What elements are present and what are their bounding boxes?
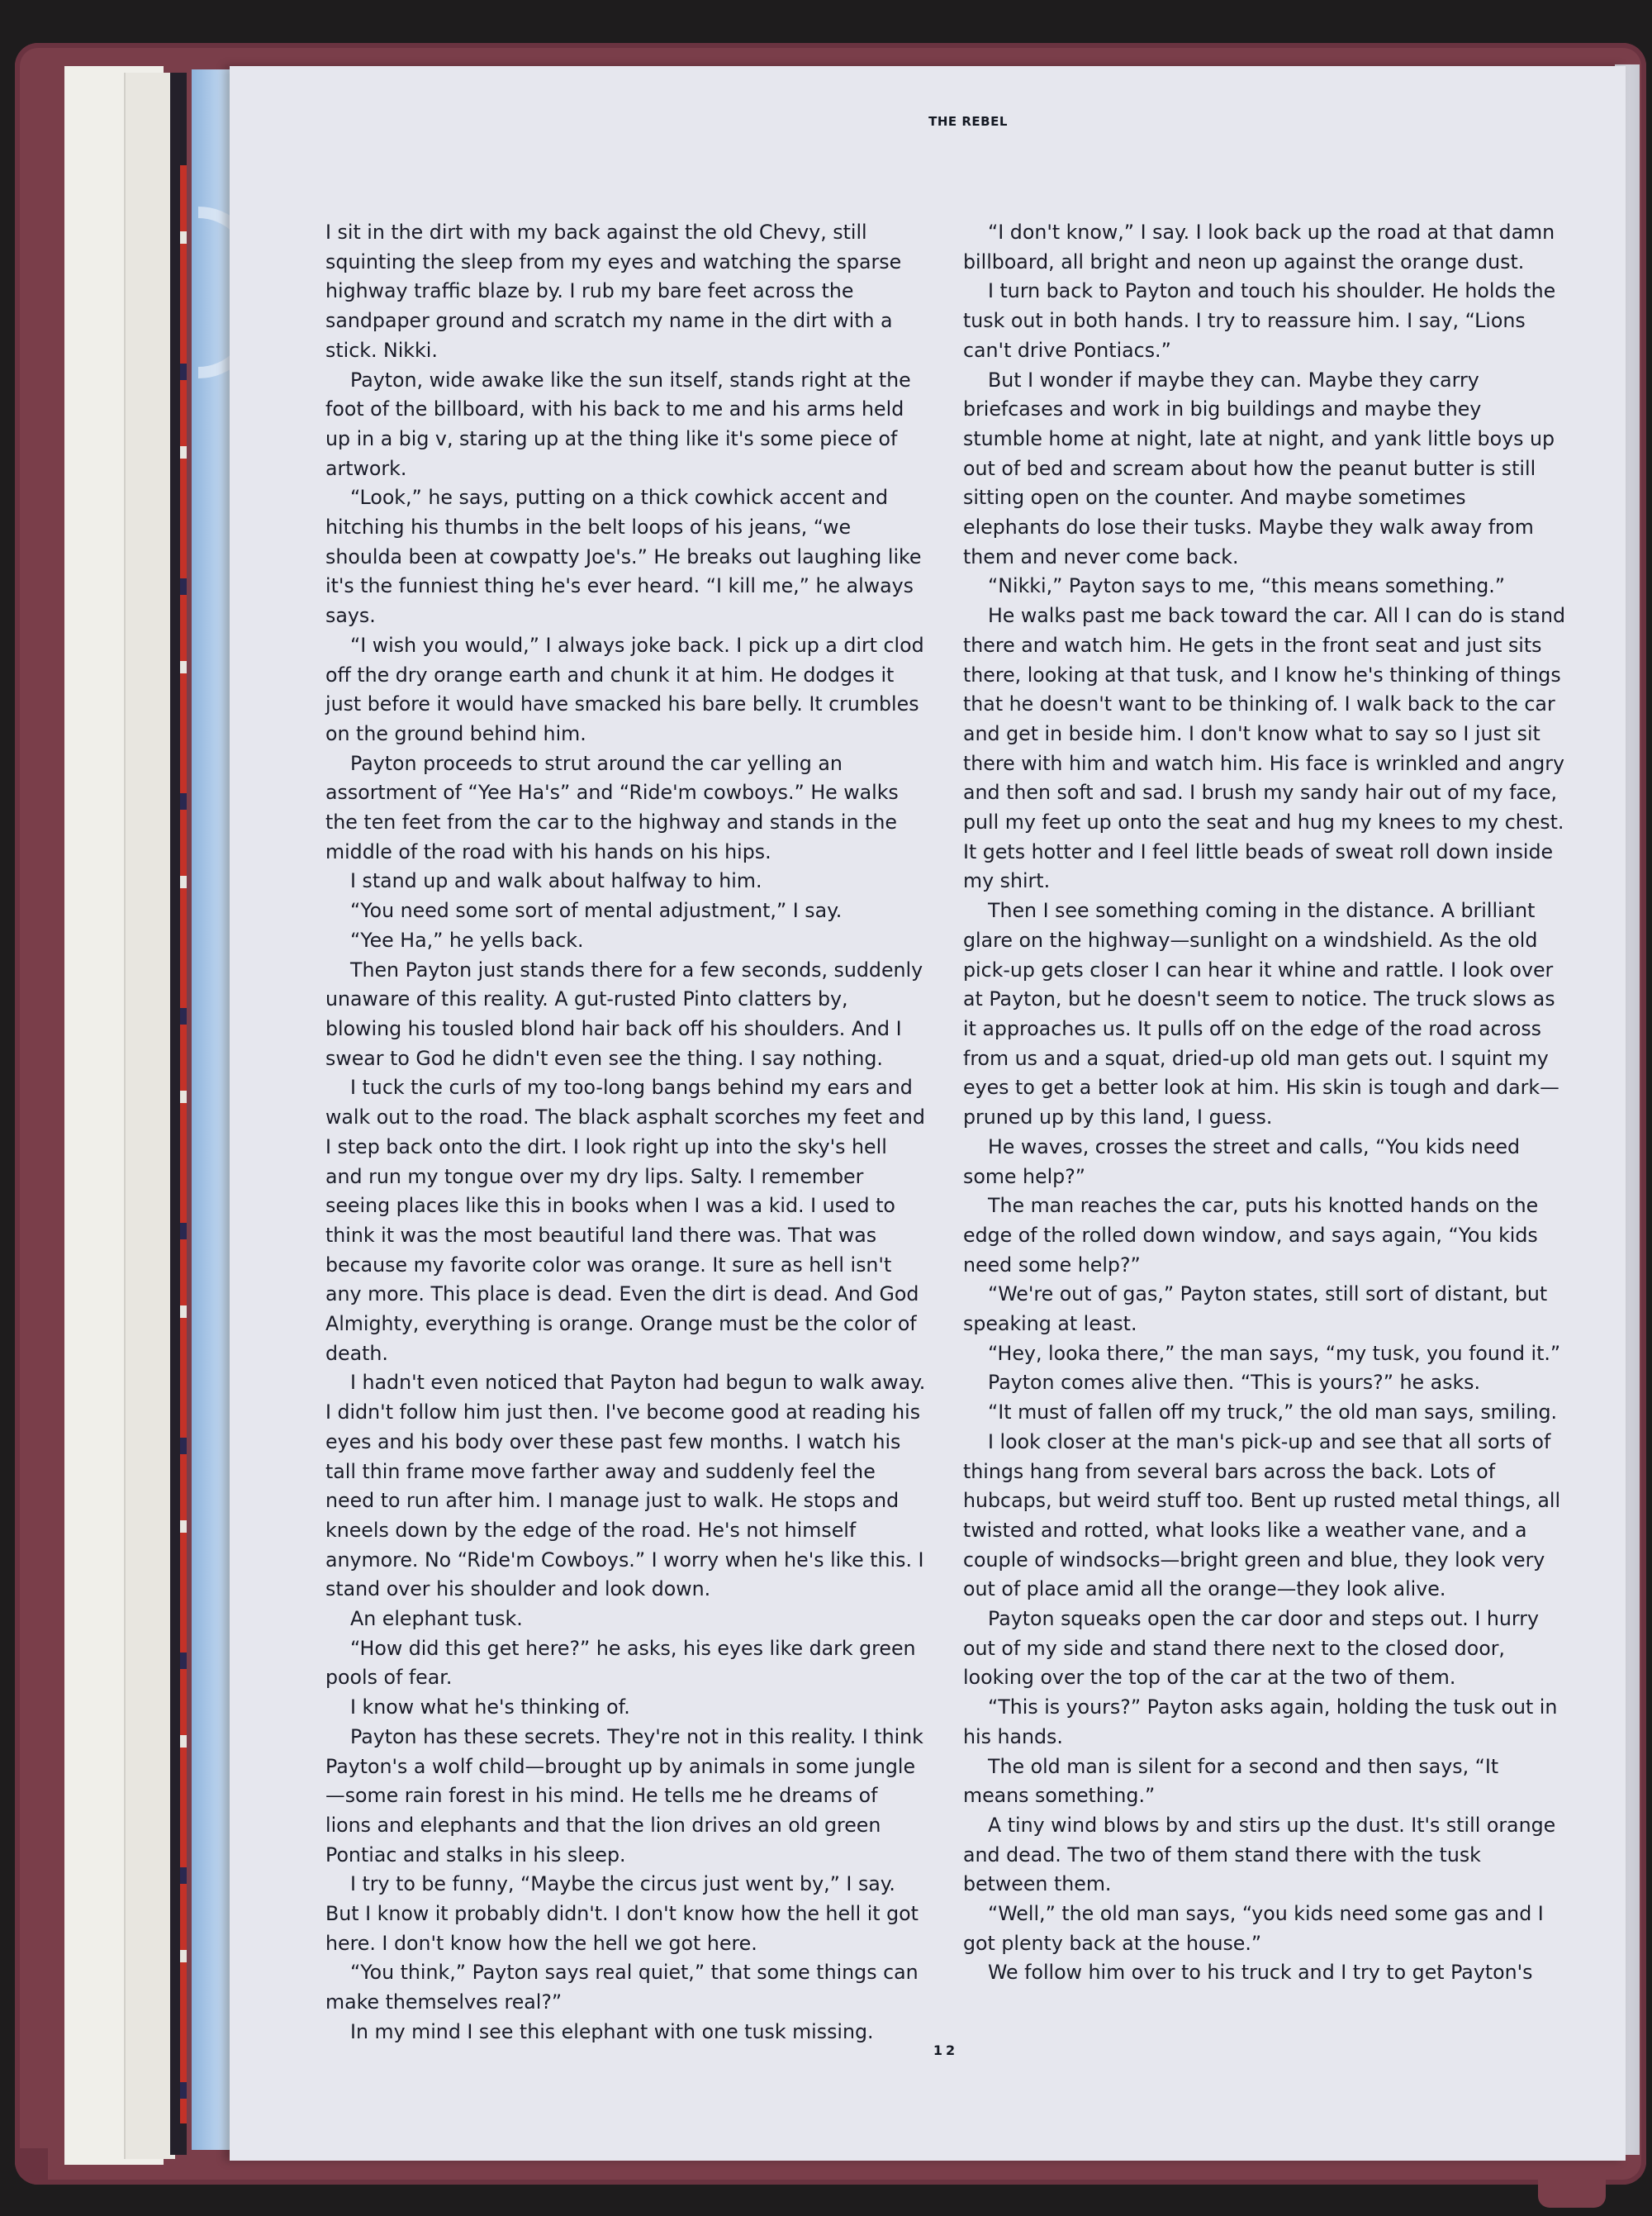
paragraph: I try to be funny, “Maybe the circus just went by,” I say. But I know it probably didn't. I don't know how the hell it got here. I don't know how the hell we got here. (325, 1872, 919, 1955)
paragraph: “You need some sort of mental adjustment,” I say. (350, 899, 843, 923)
paragraph: In my mind I see this elephant with one tusk missing. (350, 2019, 874, 2043)
right-text-column (963, 218, 1566, 1988)
paragraph: An elephant tusk. (350, 1607, 523, 1631)
paragraph: “You think,” Payton says real quiet,” that some things can make themselves real?” (325, 1961, 919, 2014)
paragraph: The old man is silent for a second and then says, “It means something.” (963, 1754, 1499, 1808)
paragraph: I know what he's thinking of. (350, 1695, 630, 1719)
paragraph: Payton proceeds to strut around the car yelling an assortment of “Yee Ha's” and “Ride'm cowboys.” He walks the ten feet from the car to the highway and stands in the middle of the road with his hands on his hips. (325, 751, 899, 863)
running-head: THE REBEL (928, 114, 1008, 129)
paragraph: “Look,” he says, putting on a thick cowhick accent and hitching his thumbs in the belt loops of his jeans, “we shoulda been at cowpatty Joe's.” He breaks out laughing like it's the funniest thing he's ever heard. “I kill me,” he always says. (325, 486, 922, 628)
paragraph: “Well,” the old man says, “you kids need some gas and I got plenty back at the house.” (963, 1902, 1544, 1955)
paragraph: “Yee Ha,” he yells back. (350, 928, 584, 952)
paragraph: He walks past me back toward the car. All I can do is stand there and watch him. He gets in the front seat and just sits there, looking at that tusk, and I know he's thinking of things that he doesn't want to be thinking of. I walk back to the car and get in beside him. I don't know what to say so I just sit there with him and watch him. His face is wrinkled and angry and then soft and sad. I brush my sandy hair out of my face, pull my feet up onto the seat and hug my knees to my chest. It gets hotter and I feel little beads of sweat roll down inside my shirt. (963, 604, 1565, 893)
paragraph: I turn back to Payton and touch his shoulder. He holds the tusk out in both hands. I try to reassure him. I say, “Lions can't drive Pontiacs.” (963, 279, 1556, 362)
page-number: 12 (933, 2042, 959, 2058)
paragraph: A tiny wind blows by and stirs up the dust. It's still orange and dead. The two of them stand there with the tusk between them. (963, 1813, 1556, 1896)
paragraph: “We're out of gas,” Payton states, still sort of distant, but speaking at least. (963, 1282, 1548, 1336)
paragraph: I sit in the dirt with my back against the old Chevy, still squinting the sleep from my eyes and watching the sparse highway traffic blaze by. I rub my bare feet across the sandpaper ground and scratch my name in the dirt with a stick. Nikki. (325, 221, 902, 362)
paragraph: The man reaches the car, puts his knotted hands on the edge of the rolled down window, and says again, “You kids need some help?” (963, 1194, 1539, 1277)
paragraph: “Hey, looka there,” the man says, “my tusk, you found it.” (988, 1341, 1561, 1365)
left-text-column (325, 218, 928, 2047)
paragraph: Payton has these secrets. They're not in this reality. I think Payton's a wolf child—brought up by animals in some jungle—some rain forest in his mind. He tells me he dreams of lions and elephants and that the lion drives an old green Pontiac and stalks in his sleep. (325, 1724, 923, 1866)
paragraph: “Nikki,” Payton says to me, “this means something.” (988, 574, 1506, 598)
paragraph: Payton comes alive then. “This is yours?” he asks. (988, 1371, 1481, 1395)
paragraph: I hadn't even noticed that Payton had begun to walk away. I didn't follow him just then. I've become good at reading his eyes and his body over these past few months. I watch his tall thin frame move farther away and suddenly feel the need to run after him. I manage just to walk. He stops and kneels down by the edge of the road. He's not himself anymore. No “Ride'm Cowboys.” I worry when he's like this. I stand over his shoulder and look down. (325, 1371, 926, 1601)
paragraph: “How did this get here?” he asks, his eyes like dark green pools of fear. (325, 1636, 916, 1690)
paragraph: “It must of fallen off my truck,” the old man says, smiling. (988, 1400, 1558, 1424)
paragraph: I stand up and walk about halfway to him. (350, 869, 762, 893)
paragraph: Payton, wide awake like the sun itself, stands right at the foot of the billboard, with his back to me and his arms held up in a big v, staring up at the thing like it's some piece of artwork. (325, 368, 911, 480)
paragraph: “I wish you would,” I always joke back. I pick up a dirt clod off the dry orange earth and chunk it at him. He dodges it just before it would have smacked his bare belly. It crumbles on the ground behind him. (325, 633, 924, 745)
paragraph: Payton squeaks open the car door and steps out. I hurry out of my side and stand there next to the closed door, looking over the top of the car at the two of them. (963, 1607, 1539, 1690)
paragraph: “I don't know,” I say. I look back up the road at that damn billboard, all bright and neon up against the orange dust. (963, 221, 1555, 273)
paragraph: I look closer at the man's pick-up and see that all sorts of things hang from several bars across the back. Lots of hubcaps, but weird stuff too. Bent up rusted metal things, all twisted and rotted, what looks like a weather vane, and a couple of windsocks—bright green and blue, they look very out of place amid all the orange—they look alive. (963, 1429, 1561, 1601)
paper-stack-inner (124, 73, 175, 2159)
paragraph: “This is yours?” Payton asks again, holding the tusk out in his hands. (963, 1695, 1558, 1748)
paragraph: He waves, crosses the street and calls, “You kids need some help?” (963, 1134, 1521, 1188)
paragraph: Then I see something coming in the distance. A brilliant glare on the highway—sunlight on a windshield. As the old pick-up gets closer I can hear it whine and rattle. I look over at Payton, but he doesn't seem to notice. The truck slows as it approaches us. It pulls off on the edge of the road across from us and a squat, dried-up old man gets out. I squint my eyes to get a better look at him. His skin is tough and dark—pruned up by this land, I guess. (963, 899, 1559, 1129)
blue-sheet-edge (192, 69, 235, 2150)
paragraph: But I wonder if maybe they can. Maybe they carry briefcases and work in big buildings and maybe they stumble home at night, late at night, and yank little boys up out of bed and scream about how the peanut butter is still sitting open on the counter. And maybe sometimes elephants do lose their tusks. Maybe they walk away from them and never come back. (963, 368, 1555, 568)
paragraph: I tuck the curls of my too-long bangs behind my ears and walk out to the road. The black asphalt scorches my feet and I step back onto the dirt. I look right up into the sky's hell and run my tongue over my dry lips. Salty. I remember seeing places like this in books when I was a kid. I used to think it was the most beautiful land there was. That was because my favorite color was orange. It sure as hell isn't any more. This place is dead. Even the dirt is dead. And God Almighty, everything is orange. Orange must be the color of death. (325, 1076, 925, 1365)
paragraph: We follow him over to his truck and I try to get Payton's (988, 1961, 1533, 1985)
paragraph: Then Payton just stands there for a few seconds, suddenly unaware of this reality. A gut-rusted Pinto clatters by, blowing his tousled blond hair back off his shoulders. And I swear to God he didn't even see the thing. I say nothing. (325, 958, 923, 1070)
red-sheet-edge (180, 165, 187, 2123)
